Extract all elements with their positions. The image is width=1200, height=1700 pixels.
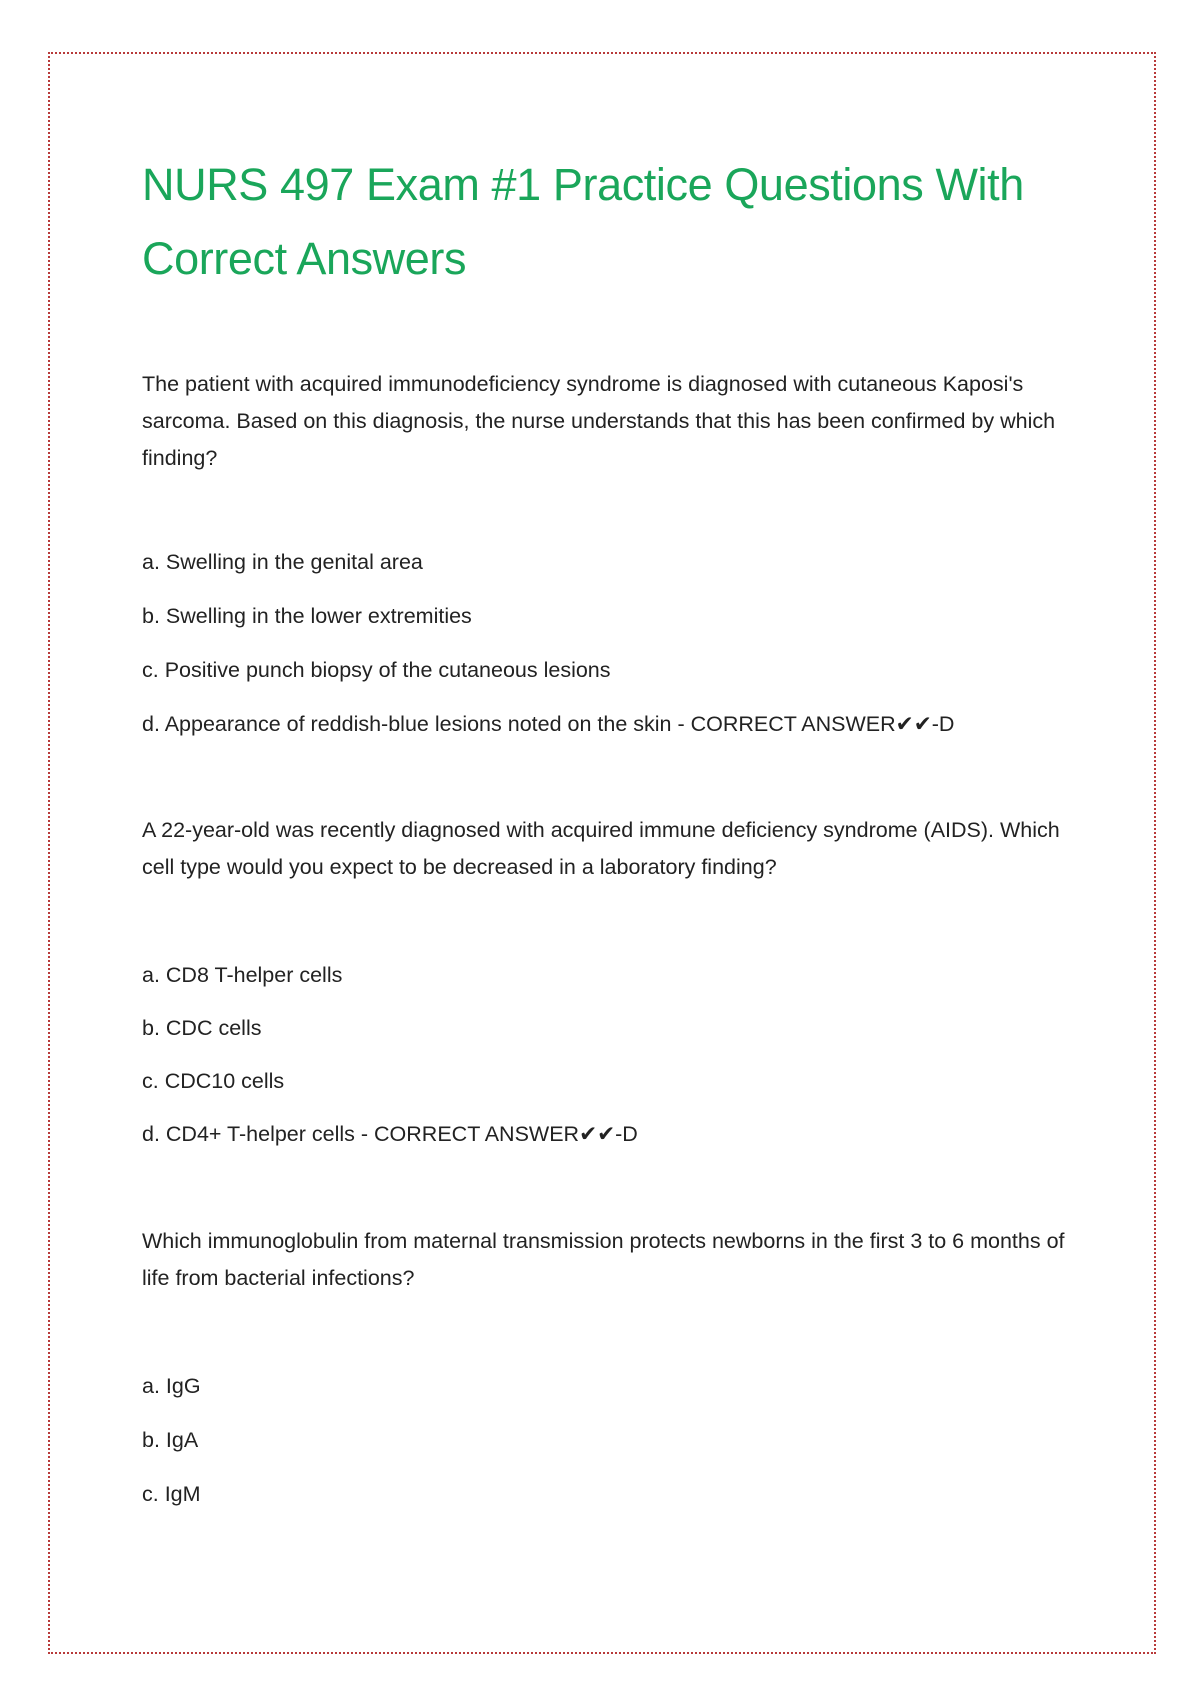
question-1-option-a: a. Swelling in the genital area [142,550,423,574]
question-3-option-b: b. IgA [142,1428,199,1452]
question-1-option-d: d. Appearance of reddish-blue lesions noted on the skin - CORRECT ANSWER✔✔-D [142,712,955,736]
question-3-option-a: a. IgG [142,1374,201,1398]
question-2-option-d: d. CD4+ T-helper cells - CORRECT ANSWER✔✔-D [142,1122,638,1146]
question-2-option-a: a. CD8 T-helper cells [142,963,343,987]
question-3-option-c: c. IgM [142,1482,201,1506]
question-2-option-b: b. CDC cells [142,1016,262,1040]
question-1-option-b: b. Swelling in the lower extremities [142,604,472,628]
question-1-text: The patient with acquired immunodeficiency syndrome is diagnosed with cutaneous Kaposi's sarcoma. Based on this diagnosis, the nurse understands that this has been confirmed by which finding? [142,372,1056,470]
question-2-option-c: c. CDC10 cells [142,1069,285,1093]
question-3-text: Which immunoglobulin from maternal transmission protects newborns in the first 3 to 6 months of life from bacterial infections? [142,1229,1065,1290]
question-1-option-c: c. Positive punch biopsy of the cutaneous lesions [142,658,611,682]
question-2-text: A 22-year-old was recently diagnosed with acquired immune deficiency syndrome (AIDS). Which cell type would you expect to be decreased in a laboratory finding? [142,818,1060,879]
document-title: NURS 497 Exam #1 Practice Questions With Correct Answers [142,159,1024,284]
